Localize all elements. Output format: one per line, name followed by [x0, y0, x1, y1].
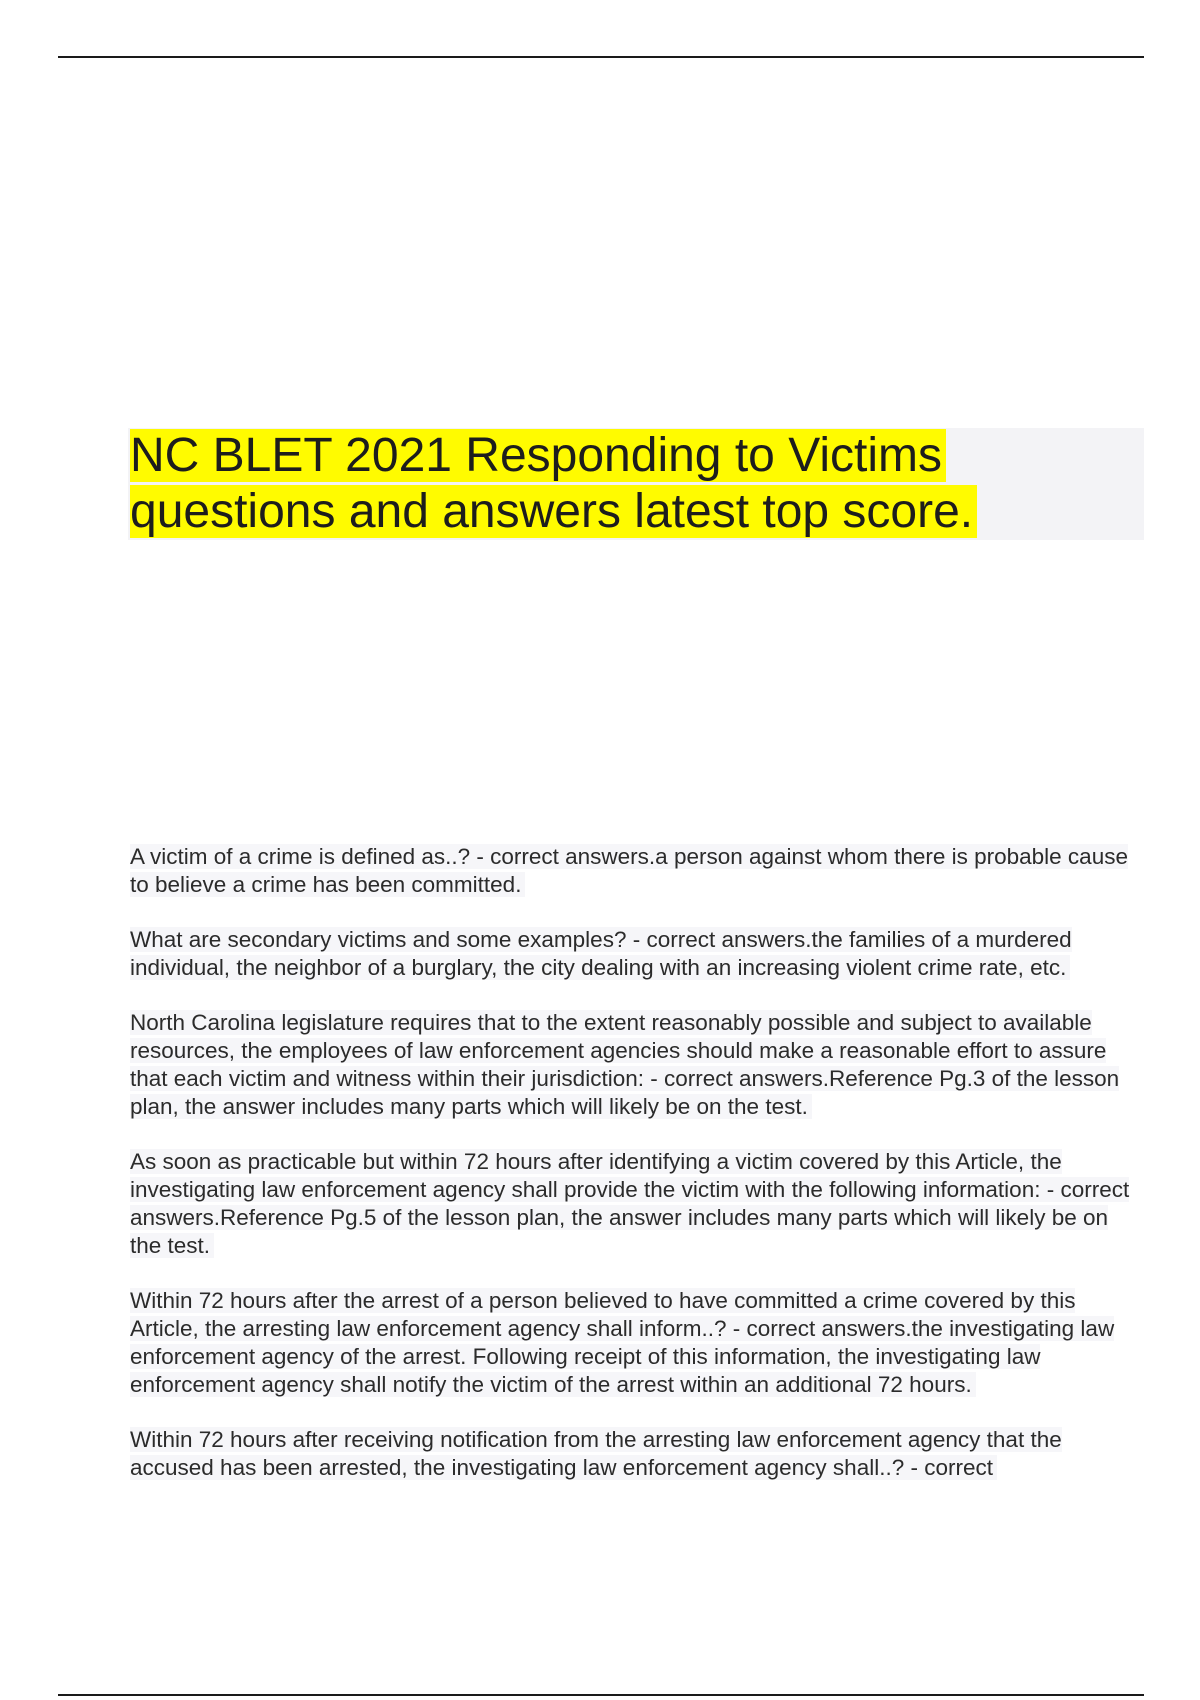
qa-text: What are secondary victims and some examples? - correct answers.the families of a murdered individual, the neighbor of a burglary, the city dealing with an increasing violent crime rate, etc. — [130, 927, 1072, 980]
title-line-1: NC BLET 2021 Responding to Victims — [130, 429, 946, 482]
qa-entry — [130, 1148, 1144, 1260]
qa-entry — [130, 1426, 1144, 1482]
footer-rule — [58, 1694, 1144, 1696]
qa-text: As soon as practicable but within 72 hours after identifying a victim covered by this Article, the investigating law enforcement agency shall provide the victim with the following information: - correct answers.Reference Pg.5 of the lesson plan, the answer includes many parts which will likely be on the test. — [130, 1149, 1130, 1258]
qa-entry — [130, 1287, 1144, 1399]
page-title — [130, 428, 977, 540]
qa-text: North Carolina legislature requires that to the extent reasonably possible and subject to available resources, the employees of law enforcement agencies should make a reasonable effort to assure that each victim and witness within their jurisdiction: - correct answers.Reference Pg.3 of the lesson plan, the answer includes many parts which will likely be on the test. — [130, 1010, 1120, 1119]
qa-entry — [130, 1009, 1144, 1121]
qa-entry — [130, 926, 1144, 982]
qa-text: A victim of a crime is defined as..? - correct answers.a person against whom there is probable cause to believe a crime has been committed. — [130, 844, 1128, 897]
title-line-2: questions and answers latest top score. — [130, 485, 977, 538]
qa-entry — [130, 843, 1144, 899]
qa-text: Within 72 hours after the arrest of a person believed to have committed a crime covered by this Article, the arresting law enforcement agency shall inform..? - correct answers.the investigating law enforcement agency of the arrest. Following receipt of this information, the investigating law enforcement agency shall notify the victim of the arrest within an additional 72 hours. — [130, 1288, 1115, 1397]
qa-text: Within 72 hours after receiving notification from the arresting law enforcement agency that the accused has been arrested, the investigating law enforcement agency shall..? - correct — [130, 1427, 1062, 1480]
header-rule — [58, 56, 1144, 58]
qa-list — [130, 843, 1144, 1509]
